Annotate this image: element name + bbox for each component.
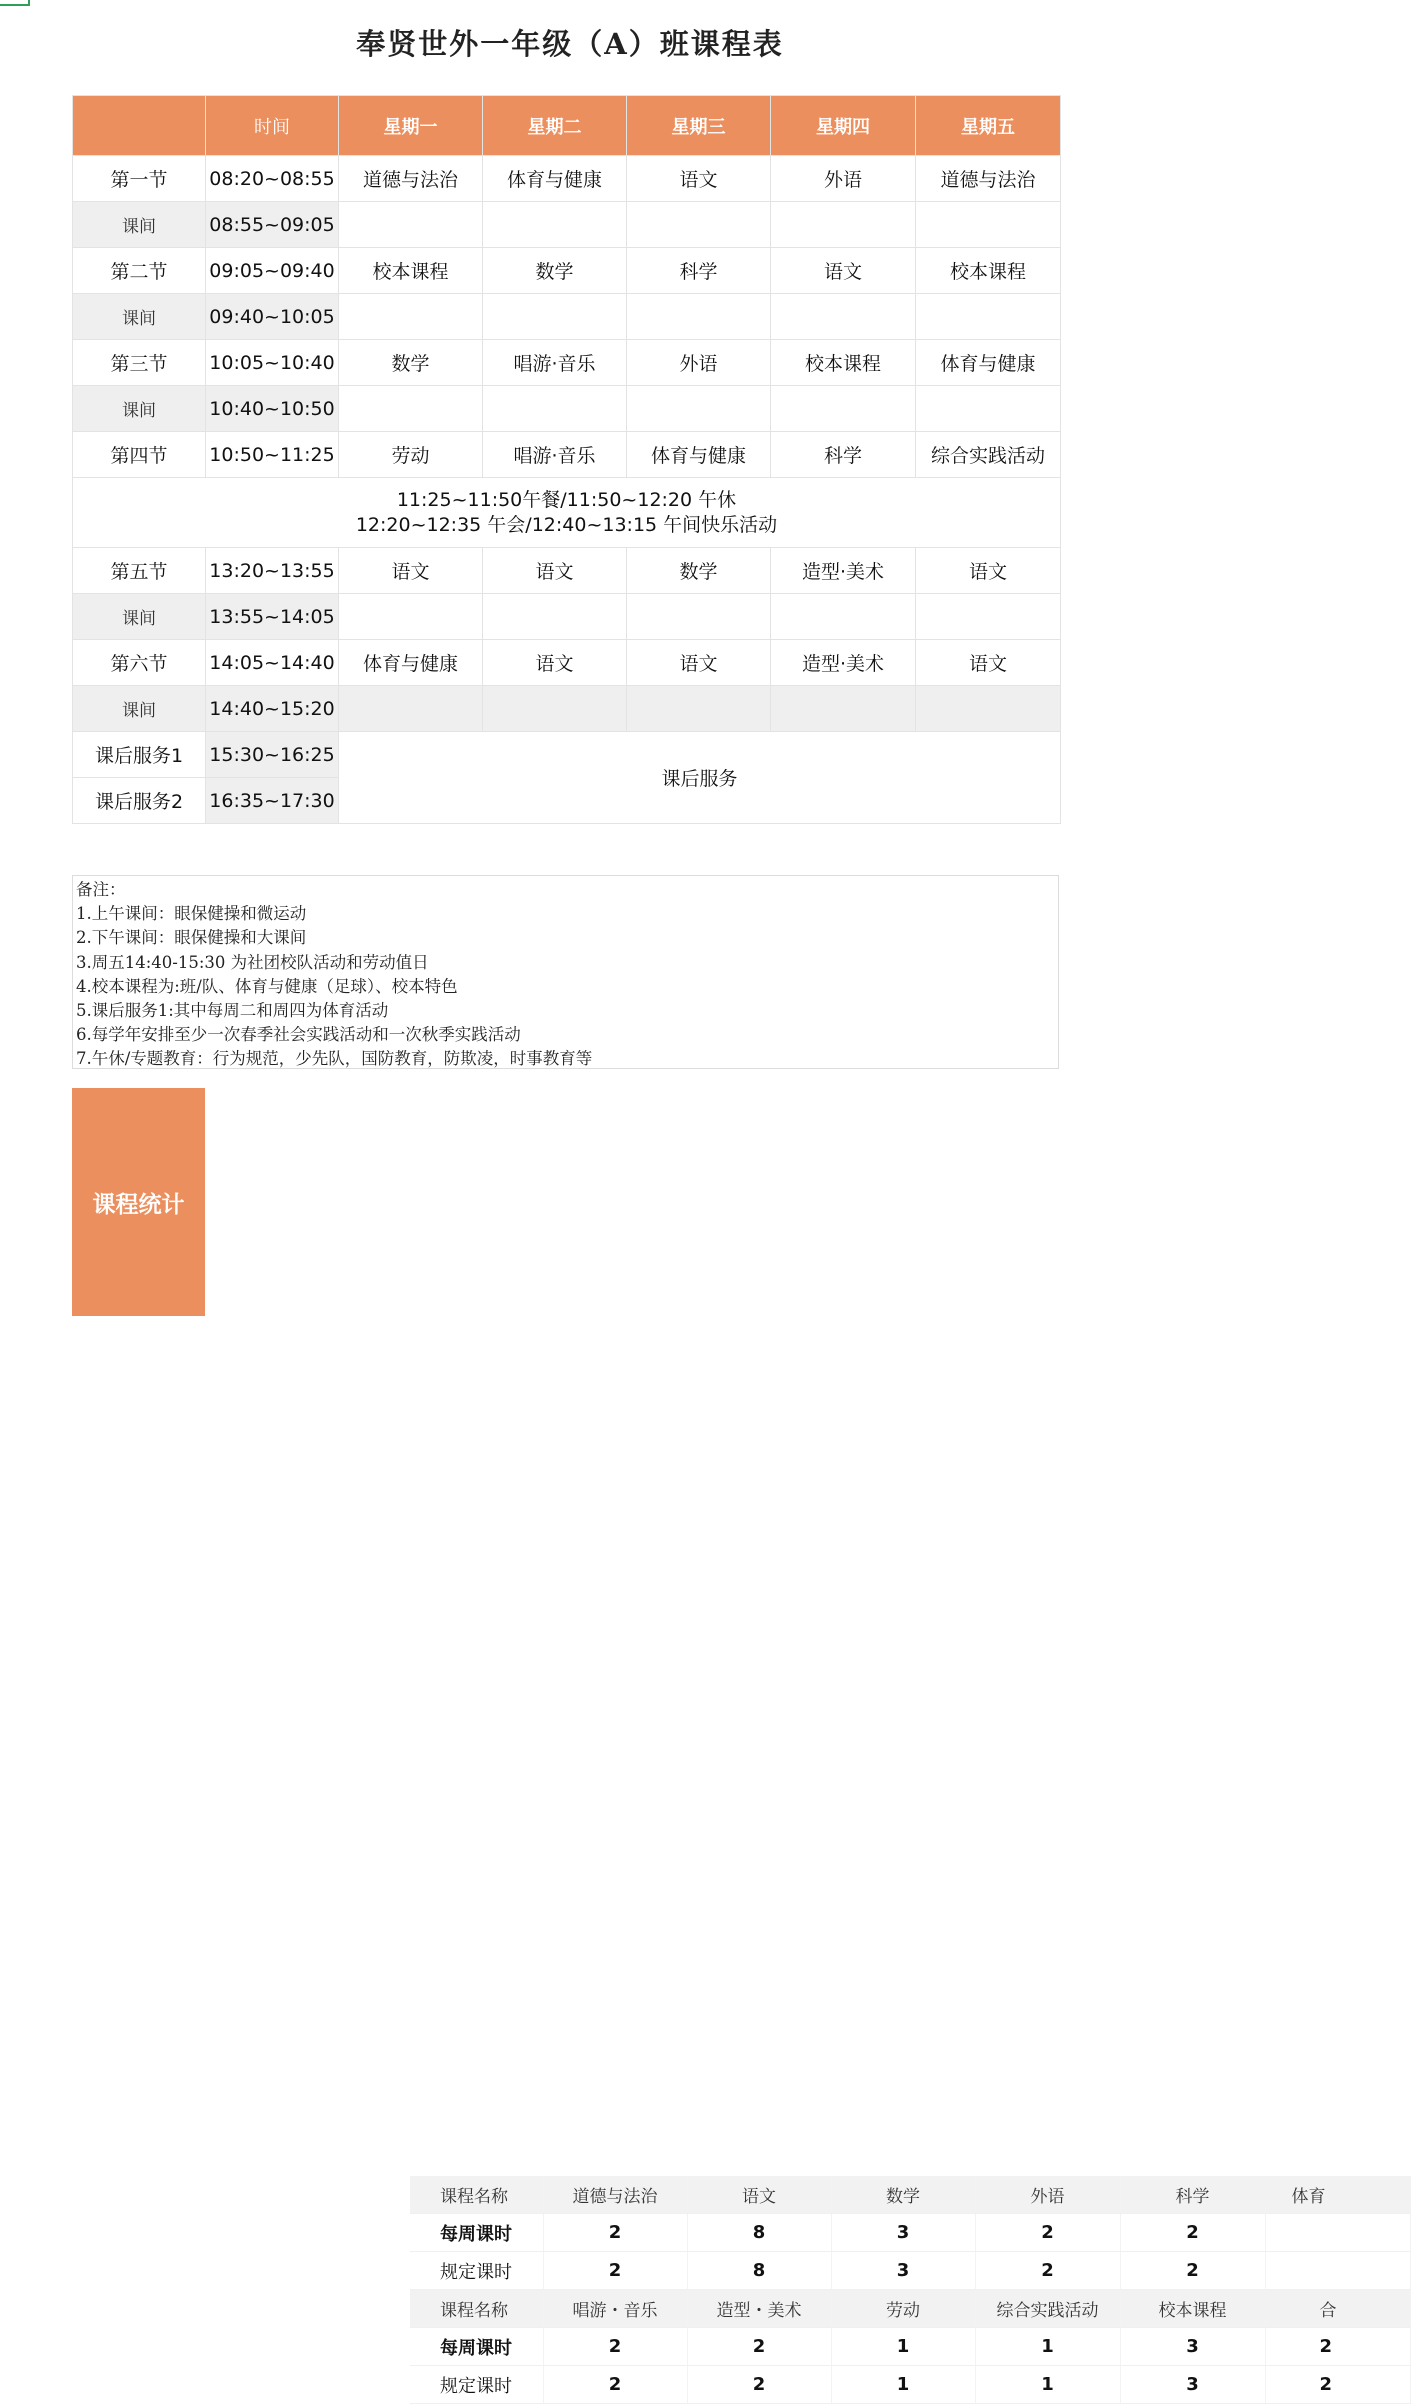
empty-cell <box>627 386 771 432</box>
break-time: 09:40~10:05 <box>206 294 339 340</box>
empty-cell <box>339 386 483 432</box>
course-cell: 语文 <box>483 640 627 686</box>
stats-value: 2 <box>543 2366 687 2404</box>
header-day: 星期五 <box>916 96 1061 156</box>
stats-value: 2 <box>975 2214 1120 2252</box>
stats-required-row <box>410 2366 1410 2404</box>
lunch-cell <box>73 478 1061 548</box>
note-line: 1.上午课间：眼保健操和微运动 <box>76 904 307 924</box>
header-day: 星期二 <box>483 96 627 156</box>
stats-course-name: 道德与法治 <box>543 2176 687 2214</box>
empty-cell <box>483 686 627 732</box>
note-line: 6.每学年安排至少一次春季社会实践活动和一次秋季实践活动 <box>76 1025 521 1045</box>
note-line: 7.午休/专题教育：行为规范，少先队，国防教育，防欺凌，时事教育等 <box>76 1049 593 1069</box>
period-row <box>73 548 1061 594</box>
break-row <box>73 594 1061 640</box>
empty-cell <box>627 202 771 248</box>
after-school-content: 课后服务 <box>339 732 1061 824</box>
corner-mark <box>0 0 30 6</box>
break-label: 课间 <box>73 386 206 432</box>
course-cell: 造型·美术 <box>771 548 916 594</box>
course-cell: 劳动 <box>339 432 483 478</box>
course-cell: 唱游·音乐 <box>483 340 627 386</box>
stats-value: 3 <box>831 2214 975 2252</box>
course-cell: 科学 <box>771 432 916 478</box>
course-cell: 道德与法治 <box>916 156 1061 202</box>
empty-cell <box>916 202 1061 248</box>
period-time: 10:50~11:25 <box>206 432 339 478</box>
empty-cell <box>627 594 771 640</box>
period-label: 第三节 <box>73 340 206 386</box>
break-label: 课间 <box>73 594 206 640</box>
course-cell: 语文 <box>627 156 771 202</box>
break-row <box>73 386 1061 432</box>
page-title: 奉贤世外一年级（A）班课程表 <box>356 27 784 61</box>
stats-course-name: 校本课程 <box>1120 2290 1265 2328</box>
break-row <box>73 294 1061 340</box>
stats-value: 2 <box>543 2252 687 2290</box>
stats-course-name: 数学 <box>831 2176 975 2214</box>
after-school-time: 15:30~16:25 <box>206 732 339 778</box>
empty-cell <box>339 202 483 248</box>
course-cell: 语文 <box>627 640 771 686</box>
course-cell: 语文 <box>916 640 1061 686</box>
period-label: 第五节 <box>73 548 206 594</box>
stats-value: 2 <box>543 2214 687 2252</box>
course-cell: 数学 <box>627 548 771 594</box>
stats-value: 2 <box>975 2252 1120 2290</box>
lunch-line: 12:20~12:35 午会/12:40~13:15 午间快乐活动 <box>355 513 778 536</box>
period-row <box>73 248 1061 294</box>
stats-weekly-row <box>410 2328 1410 2366</box>
stats-value: 1 <box>975 2366 1120 2404</box>
stats-value <box>1265 2214 1410 2252</box>
stats-value: 8 <box>687 2214 831 2252</box>
empty-cell <box>627 294 771 340</box>
lunch-row <box>73 478 1061 548</box>
period-time: 13:20~13:55 <box>206 548 339 594</box>
period-label: 第六节 <box>73 640 206 686</box>
stats-value: 3 <box>831 2252 975 2290</box>
course-cell: 体育与健康 <box>483 156 627 202</box>
break-time: 13:55~14:05 <box>206 594 339 640</box>
stats-value: 2 <box>687 2328 831 2366</box>
course-cell: 体育与健康 <box>339 640 483 686</box>
stats-course-name: 外语 <box>975 2176 1120 2214</box>
stats-course-name: 造型・美术 <box>687 2290 831 2328</box>
header-time: 时间 <box>206 96 339 156</box>
break-row <box>73 686 1061 732</box>
course-cell: 校本课程 <box>771 340 916 386</box>
empty-cell <box>771 686 916 732</box>
course-cell: 校本课程 <box>916 248 1061 294</box>
notes-box <box>72 875 1059 1069</box>
schedule-header-row <box>73 96 1061 156</box>
stats-value: 2 <box>543 2328 687 2366</box>
header-day: 星期四 <box>771 96 916 156</box>
course-cell: 综合实践活动 <box>916 432 1061 478</box>
header-day: 星期三 <box>627 96 771 156</box>
course-cell: 语文 <box>771 248 916 294</box>
empty-cell <box>339 294 483 340</box>
stats-course-name: 语文 <box>687 2176 831 2214</box>
break-time: 10:40~10:50 <box>206 386 339 432</box>
stats-value: 8 <box>687 2252 831 2290</box>
stats-row-label: 每周课时 <box>410 2214 543 2252</box>
schedule-table <box>72 95 1061 824</box>
empty-cell <box>916 294 1061 340</box>
stats-table-wrapper <box>205 1088 1337 2397</box>
stats-course-name: 唱游・音乐 <box>543 2290 687 2328</box>
course-cell: 道德与法治 <box>339 156 483 202</box>
break-label: 课间 <box>73 686 206 732</box>
stats-value: 2 <box>1265 2328 1410 2366</box>
note-line: 5.课后服务1:其中每周二和周四为体育活动 <box>76 1000 389 1020</box>
stats-value: 1 <box>831 2328 975 2366</box>
period-row <box>73 340 1061 386</box>
stats-row-label: 课程名称 <box>410 2176 543 2214</box>
empty-cell <box>483 594 627 640</box>
stats-row-label: 规定课时 <box>410 2252 543 2290</box>
period-label: 第四节 <box>73 432 206 478</box>
course-cell: 体育与健康 <box>916 340 1061 386</box>
course-cell: 外语 <box>627 340 771 386</box>
note-line: 3.周五14:40-15:30 为社团校队活动和劳动值日 <box>76 952 429 972</box>
after-school-label: 课后服务2 <box>73 778 206 824</box>
note-line: 2.下午课间：眼保健操和大课间 <box>76 928 307 948</box>
course-cell: 数学 <box>483 248 627 294</box>
stats-value: 2 <box>1120 2214 1265 2252</box>
course-cell: 语文 <box>916 548 1061 594</box>
stats-value: 2 <box>1265 2366 1410 2404</box>
stats-value: 3 <box>1120 2366 1265 2404</box>
stats-course-name: 劳动 <box>831 2290 975 2328</box>
stats-course-name: 综合实践活动 <box>975 2290 1120 2328</box>
stats-course-name: 体育 <box>1265 2176 1410 2214</box>
empty-cell <box>483 202 627 248</box>
period-time: 09:05~09:40 <box>206 248 339 294</box>
after-school-label: 课后服务1 <box>73 732 206 778</box>
stats-weekly-row <box>410 2214 1410 2252</box>
period-label: 第一节 <box>73 156 206 202</box>
course-cell: 科学 <box>627 248 771 294</box>
stats-value: 2 <box>687 2366 831 2404</box>
lunch-line: 11:25~11:50午餐/11:50~12:20 午休 <box>396 488 737 511</box>
after-school-time: 16:35~17:30 <box>206 778 339 824</box>
break-label: 课间 <box>73 294 206 340</box>
stats-label: 课程统计 <box>72 1088 205 1316</box>
note-line: 备注： <box>76 880 126 899</box>
stats-row-label: 每周课时 <box>410 2328 543 2366</box>
period-row <box>73 156 1061 202</box>
break-time: 14:40~15:20 <box>206 686 339 732</box>
empty-cell <box>771 594 916 640</box>
after-school-row <box>73 732 1061 778</box>
empty-cell <box>771 202 916 248</box>
course-cell: 校本课程 <box>339 248 483 294</box>
period-label: 第二节 <box>73 248 206 294</box>
period-time: 10:05~10:40 <box>206 340 339 386</box>
stats-value: 1 <box>831 2366 975 2404</box>
empty-cell <box>483 386 627 432</box>
period-row <box>73 640 1061 686</box>
stats-value: 1 <box>975 2328 1120 2366</box>
stats-table <box>410 2176 1411 2404</box>
empty-cell <box>916 686 1061 732</box>
empty-cell <box>916 594 1061 640</box>
empty-cell <box>771 294 916 340</box>
course-cell: 语文 <box>339 548 483 594</box>
header-day: 星期一 <box>339 96 483 156</box>
period-time: 08:20~08:55 <box>206 156 339 202</box>
empty-cell <box>339 594 483 640</box>
course-cell: 体育与健康 <box>627 432 771 478</box>
break-row <box>73 202 1061 248</box>
empty-cell <box>916 386 1061 432</box>
break-time: 08:55~09:05 <box>206 202 339 248</box>
empty-cell <box>483 294 627 340</box>
stats-course-name: 科学 <box>1120 2176 1265 2214</box>
stats-required-row <box>410 2252 1410 2290</box>
note-line: 4.校本课程为:班/队、体育与健康（足球）、校本特色 <box>76 976 458 996</box>
stats-row-label: 课程名称 <box>410 2290 543 2328</box>
stats-course-name: 合 <box>1265 2290 1410 2328</box>
period-row <box>73 432 1061 478</box>
empty-cell <box>339 686 483 732</box>
course-cell: 语文 <box>483 548 627 594</box>
course-cell: 外语 <box>771 156 916 202</box>
break-label: 课间 <box>73 202 206 248</box>
empty-cell <box>627 686 771 732</box>
course-cell: 造型·美术 <box>771 640 916 686</box>
stats-value: 3 <box>1120 2328 1265 2366</box>
course-cell: 数学 <box>339 340 483 386</box>
empty-cell <box>771 386 916 432</box>
stats-course-row <box>410 2176 1410 2214</box>
stats-value: 2 <box>1120 2252 1265 2290</box>
period-time: 14:05~14:40 <box>206 640 339 686</box>
stats-course-row <box>410 2290 1410 2328</box>
header-corner <box>73 96 206 156</box>
course-cell: 唱游·音乐 <box>483 432 627 478</box>
stats-row-label: 规定课时 <box>410 2366 543 2404</box>
stats-value <box>1265 2252 1410 2290</box>
